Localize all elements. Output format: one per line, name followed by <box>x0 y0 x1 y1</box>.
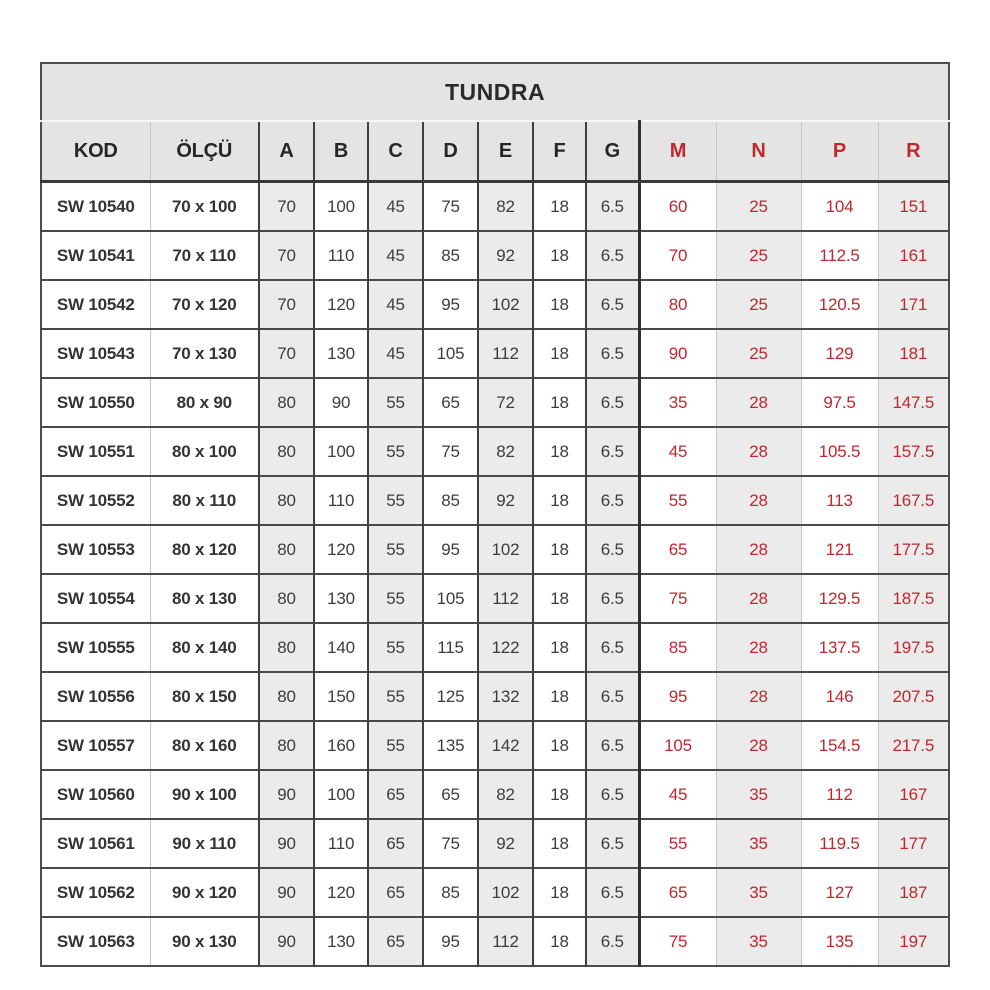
cell-olcu: 90 x 100 <box>150 770 259 819</box>
cell-e: 102 <box>478 868 533 917</box>
cell-c: 55 <box>368 378 423 427</box>
column-header-r: R <box>878 121 949 182</box>
cell-a: 90 <box>259 819 314 868</box>
cell-olcu: 80 x 110 <box>150 476 259 525</box>
cell-g: 6.5 <box>586 182 639 232</box>
cell-d: 75 <box>423 819 478 868</box>
cell-d: 95 <box>423 280 478 329</box>
cell-p: 113 <box>801 476 878 525</box>
cell-c: 55 <box>368 574 423 623</box>
cell-e: 92 <box>478 231 533 280</box>
cell-g: 6.5 <box>586 672 639 721</box>
cell-p: 119.5 <box>801 819 878 868</box>
cell-p: 135 <box>801 917 878 966</box>
cell-b: 100 <box>314 427 368 476</box>
cell-m: 55 <box>639 819 716 868</box>
cell-e: 142 <box>478 721 533 770</box>
cell-n: 25 <box>716 231 801 280</box>
cell-d: 105 <box>423 329 478 378</box>
cell-g: 6.5 <box>586 525 639 574</box>
cell-c: 45 <box>368 280 423 329</box>
cell-olcu: 90 x 110 <box>150 819 259 868</box>
cell-g: 6.5 <box>586 231 639 280</box>
cell-kod: SW 10557 <box>41 721 150 770</box>
table-row <box>41 672 949 721</box>
cell-e: 102 <box>478 525 533 574</box>
cell-olcu: 80 x 90 <box>150 378 259 427</box>
table-row <box>41 280 949 329</box>
cell-b: 90 <box>314 378 368 427</box>
cell-m: 80 <box>639 280 716 329</box>
cell-kod: SW 10554 <box>41 574 150 623</box>
cell-a: 70 <box>259 280 314 329</box>
cell-g: 6.5 <box>586 427 639 476</box>
cell-p: 97.5 <box>801 378 878 427</box>
cell-olcu: 80 x 120 <box>150 525 259 574</box>
cell-m: 65 <box>639 868 716 917</box>
cell-c: 45 <box>368 182 423 232</box>
cell-r: 197.5 <box>878 623 949 672</box>
column-header-kod: KOD <box>41 121 150 182</box>
cell-c: 55 <box>368 427 423 476</box>
spec-sheet <box>40 62 948 967</box>
cell-olcu: 70 x 110 <box>150 231 259 280</box>
cell-e: 82 <box>478 427 533 476</box>
cell-c: 65 <box>368 917 423 966</box>
cell-r: 177.5 <box>878 525 949 574</box>
cell-n: 35 <box>716 770 801 819</box>
cell-b: 120 <box>314 868 368 917</box>
cell-n: 28 <box>716 574 801 623</box>
cell-n: 28 <box>716 721 801 770</box>
cell-e: 92 <box>478 476 533 525</box>
cell-p: 112 <box>801 770 878 819</box>
column-header-c: C <box>368 121 423 182</box>
cell-kod: SW 10540 <box>41 182 150 232</box>
cell-m: 75 <box>639 574 716 623</box>
cell-n: 28 <box>716 427 801 476</box>
cell-p: 112.5 <box>801 231 878 280</box>
cell-r: 177 <box>878 819 949 868</box>
cell-p: 104 <box>801 182 878 232</box>
cell-a: 80 <box>259 721 314 770</box>
cell-e: 102 <box>478 280 533 329</box>
cell-olcu: 70 x 130 <box>150 329 259 378</box>
cell-f: 18 <box>533 574 586 623</box>
cell-c: 55 <box>368 721 423 770</box>
cell-c: 55 <box>368 623 423 672</box>
cell-d: 85 <box>423 868 478 917</box>
cell-f: 18 <box>533 280 586 329</box>
cell-f: 18 <box>533 329 586 378</box>
column-header-g: G <box>586 121 639 182</box>
cell-n: 28 <box>716 623 801 672</box>
cell-f: 18 <box>533 427 586 476</box>
cell-olcu: 80 x 100 <box>150 427 259 476</box>
cell-g: 6.5 <box>586 476 639 525</box>
cell-a: 80 <box>259 378 314 427</box>
cell-r: 181 <box>878 329 949 378</box>
cell-g: 6.5 <box>586 721 639 770</box>
column-header-p: P <box>801 121 878 182</box>
cell-r: 167 <box>878 770 949 819</box>
cell-olcu: 80 x 140 <box>150 623 259 672</box>
cell-m: 90 <box>639 329 716 378</box>
cell-c: 55 <box>368 672 423 721</box>
cell-b: 140 <box>314 623 368 672</box>
cell-g: 6.5 <box>586 868 639 917</box>
cell-e: 82 <box>478 770 533 819</box>
cell-r: 157.5 <box>878 427 949 476</box>
cell-kod: SW 10551 <box>41 427 150 476</box>
cell-d: 85 <box>423 231 478 280</box>
cell-a: 80 <box>259 574 314 623</box>
cell-m: 85 <box>639 623 716 672</box>
cell-a: 90 <box>259 868 314 917</box>
cell-d: 75 <box>423 427 478 476</box>
table-row <box>41 476 949 525</box>
cell-m: 95 <box>639 672 716 721</box>
cell-r: 161 <box>878 231 949 280</box>
cell-m: 70 <box>639 231 716 280</box>
column-header-n: N <box>716 121 801 182</box>
cell-r: 151 <box>878 182 949 232</box>
cell-m: 75 <box>639 917 716 966</box>
cell-n: 25 <box>716 329 801 378</box>
cell-f: 18 <box>533 231 586 280</box>
cell-kod: SW 10552 <box>41 476 150 525</box>
cell-b: 110 <box>314 231 368 280</box>
table-row <box>41 574 949 623</box>
cell-n: 28 <box>716 476 801 525</box>
cell-n: 28 <box>716 672 801 721</box>
cell-kod: SW 10543 <box>41 329 150 378</box>
cell-g: 6.5 <box>586 280 639 329</box>
cell-e: 112 <box>478 574 533 623</box>
cell-kod: SW 10542 <box>41 280 150 329</box>
table-row <box>41 182 949 232</box>
table-row <box>41 378 949 427</box>
header-row <box>41 121 949 182</box>
cell-n: 25 <box>716 280 801 329</box>
table-row <box>41 623 949 672</box>
cell-c: 65 <box>368 868 423 917</box>
cell-f: 18 <box>533 917 586 966</box>
table-row <box>41 427 949 476</box>
column-header-f: F <box>533 121 586 182</box>
cell-p: 105.5 <box>801 427 878 476</box>
title-row <box>41 63 949 121</box>
cell-olcu: 90 x 120 <box>150 868 259 917</box>
cell-e: 92 <box>478 819 533 868</box>
cell-kod: SW 10562 <box>41 868 150 917</box>
cell-kod: SW 10541 <box>41 231 150 280</box>
cell-a: 70 <box>259 231 314 280</box>
column-header-a: A <box>259 121 314 182</box>
cell-d: 95 <box>423 917 478 966</box>
cell-d: 115 <box>423 623 478 672</box>
cell-m: 45 <box>639 427 716 476</box>
cell-b: 130 <box>314 574 368 623</box>
cell-f: 18 <box>533 770 586 819</box>
cell-d: 105 <box>423 574 478 623</box>
cell-m: 60 <box>639 182 716 232</box>
cell-p: 154.5 <box>801 721 878 770</box>
cell-p: 120.5 <box>801 280 878 329</box>
cell-g: 6.5 <box>586 329 639 378</box>
cell-kod: SW 10550 <box>41 378 150 427</box>
cell-n: 25 <box>716 182 801 232</box>
cell-f: 18 <box>533 182 586 232</box>
column-header-b: B <box>314 121 368 182</box>
cell-olcu: 80 x 150 <box>150 672 259 721</box>
cell-olcu: 90 x 130 <box>150 917 259 966</box>
cell-g: 6.5 <box>586 623 639 672</box>
cell-e: 72 <box>478 378 533 427</box>
cell-b: 100 <box>314 182 368 232</box>
cell-e: 82 <box>478 182 533 232</box>
cell-r: 167.5 <box>878 476 949 525</box>
cell-g: 6.5 <box>586 819 639 868</box>
column-header-olcu: ÖLÇÜ <box>150 121 259 182</box>
cell-b: 160 <box>314 721 368 770</box>
cell-e: 112 <box>478 329 533 378</box>
cell-n: 35 <box>716 868 801 917</box>
cell-g: 6.5 <box>586 917 639 966</box>
cell-r: 147.5 <box>878 378 949 427</box>
cell-e: 132 <box>478 672 533 721</box>
cell-p: 146 <box>801 672 878 721</box>
cell-a: 80 <box>259 623 314 672</box>
cell-f: 18 <box>533 623 586 672</box>
cell-d: 75 <box>423 182 478 232</box>
cell-c: 45 <box>368 231 423 280</box>
cell-a: 70 <box>259 182 314 232</box>
cell-n: 28 <box>716 378 801 427</box>
cell-kod: SW 10561 <box>41 819 150 868</box>
cell-c: 45 <box>368 329 423 378</box>
cell-g: 6.5 <box>586 770 639 819</box>
cell-d: 65 <box>423 770 478 819</box>
cell-r: 187 <box>878 868 949 917</box>
cell-olcu: 80 x 130 <box>150 574 259 623</box>
cell-kod: SW 10555 <box>41 623 150 672</box>
cell-f: 18 <box>533 672 586 721</box>
cell-olcu: 70 x 120 <box>150 280 259 329</box>
cell-b: 110 <box>314 819 368 868</box>
cell-olcu: 70 x 100 <box>150 182 259 232</box>
table-row <box>41 917 949 966</box>
table-row <box>41 819 949 868</box>
cell-r: 187.5 <box>878 574 949 623</box>
cell-r: 197 <box>878 917 949 966</box>
cell-c: 55 <box>368 476 423 525</box>
cell-a: 90 <box>259 770 314 819</box>
cell-a: 80 <box>259 476 314 525</box>
tundra-spec-table <box>40 62 950 967</box>
column-header-m: M <box>639 121 716 182</box>
cell-kod: SW 10553 <box>41 525 150 574</box>
cell-b: 110 <box>314 476 368 525</box>
cell-r: 207.5 <box>878 672 949 721</box>
cell-d: 125 <box>423 672 478 721</box>
cell-n: 35 <box>716 917 801 966</box>
cell-r: 217.5 <box>878 721 949 770</box>
table-row <box>41 329 949 378</box>
table-row <box>41 868 949 917</box>
cell-c: 65 <box>368 770 423 819</box>
cell-c: 55 <box>368 525 423 574</box>
cell-d: 65 <box>423 378 478 427</box>
cell-f: 18 <box>533 721 586 770</box>
cell-f: 18 <box>533 378 586 427</box>
cell-a: 80 <box>259 427 314 476</box>
table-row <box>41 770 949 819</box>
cell-a: 80 <box>259 672 314 721</box>
cell-g: 6.5 <box>586 574 639 623</box>
cell-b: 150 <box>314 672 368 721</box>
cell-e: 122 <box>478 623 533 672</box>
table-row <box>41 721 949 770</box>
cell-f: 18 <box>533 525 586 574</box>
cell-m: 65 <box>639 525 716 574</box>
cell-a: 80 <box>259 525 314 574</box>
column-header-d: D <box>423 121 478 182</box>
cell-d: 85 <box>423 476 478 525</box>
cell-olcu: 80 x 160 <box>150 721 259 770</box>
cell-b: 130 <box>314 917 368 966</box>
cell-kod: SW 10560 <box>41 770 150 819</box>
cell-f: 18 <box>533 476 586 525</box>
cell-b: 130 <box>314 329 368 378</box>
cell-n: 28 <box>716 525 801 574</box>
cell-m: 45 <box>639 770 716 819</box>
cell-n: 35 <box>716 819 801 868</box>
cell-a: 70 <box>259 329 314 378</box>
cell-c: 65 <box>368 819 423 868</box>
cell-p: 127 <box>801 868 878 917</box>
cell-m: 55 <box>639 476 716 525</box>
cell-p: 129 <box>801 329 878 378</box>
cell-m: 35 <box>639 378 716 427</box>
table-row <box>41 525 949 574</box>
cell-b: 120 <box>314 280 368 329</box>
cell-kod: SW 10556 <box>41 672 150 721</box>
cell-p: 137.5 <box>801 623 878 672</box>
cell-m: 105 <box>639 721 716 770</box>
cell-b: 100 <box>314 770 368 819</box>
table-row <box>41 231 949 280</box>
column-header-e: E <box>478 121 533 182</box>
cell-e: 112 <box>478 917 533 966</box>
cell-f: 18 <box>533 868 586 917</box>
table-title: TUNDRA <box>41 63 949 121</box>
cell-g: 6.5 <box>586 378 639 427</box>
cell-d: 135 <box>423 721 478 770</box>
cell-d: 95 <box>423 525 478 574</box>
cell-b: 120 <box>314 525 368 574</box>
cell-r: 171 <box>878 280 949 329</box>
cell-a: 90 <box>259 917 314 966</box>
cell-kod: SW 10563 <box>41 917 150 966</box>
cell-p: 129.5 <box>801 574 878 623</box>
cell-p: 121 <box>801 525 878 574</box>
cell-f: 18 <box>533 819 586 868</box>
